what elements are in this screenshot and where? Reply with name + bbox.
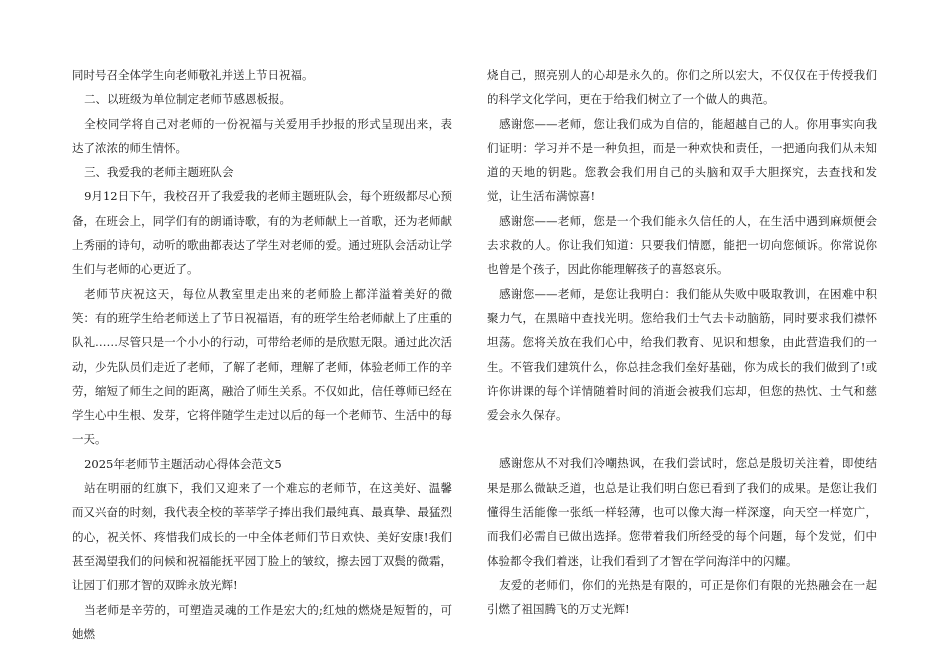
paragraph: 友爱的老师们，你们的光热是有限的，可正是你们有限的光热融会在一起引燃了祖国腾飞的万丈光辉! — [487, 577, 877, 617]
paragraph: 全校同学将自己对老师的一份祝福与关爱用手抄报的形式呈现出来，表达了浓浓的师生情怀。 — [72, 116, 452, 155]
paragraph: 三、我爱我的老师主题班队会 — [84, 165, 234, 180]
paragraph-gap — [487, 427, 877, 451]
right-text-column — [487, 63, 877, 622]
left-text-column — [72, 63, 452, 646]
paragraph: 感谢您——老师，是您让我明白：我们能从失败中吸取教训，在困难中积聚力气，在黑暗中查找光明。您给我们士气去卡动脑筋，同时要求我们襟怀坦荡。您将关放在我们心中，给我们教育、见识和想象，由此营造我们的一生。不管我们建筑什么，你总挂念我们垒好基础，你为成长的我们做到了!或许你讲课的每个详情随着时间的消逝会被我们忘却，但您的热忱、士气和慈爱会永久保存。 — [487, 286, 877, 423]
paragraph: 当老师是辛劳的，可塑造灵魂的工作是宏大的;红烛的燃烧是短暂的，可她燃 — [72, 602, 452, 641]
paragraph: 老师节庆祝这天，每位从教室里走出来的老师脸上都洋溢着美好的微笑：有的班学生给老师送上了节日祝福语，有的班学生给老师献上了庄重的队礼……尽管只是一个小小的行动，可带给老师的是欣慰无限。通过此次活动，少先队员们走近了老师，了解了老师，理解了老师，体验老师工作的辛劳，缩短了师生之间的距离，融洽了师生关系。不仅如此，信任尊师已经在学生心中生根、发芽，它将伴随学生走过以后的每一个老师节、生活中的每一天。 — [72, 286, 452, 447]
paragraph: 9月12日下午，我校召开了我爱我的老师主题班队会，每个班级都尽心预备，在班会上，同学们有的朗诵诗歌，有的为老师献上一首歌，还为老师献上秀丽的诗句，动听的歌曲都表达了学生对老师的爱。通过班队会活动让学生们与老师的心更近了。 — [72, 189, 452, 277]
paragraph: 烧自己，照亮别人的心却是永久的。你们之所以宏大，不仅仅在于传授我们的科学文化学问，更在于给我们树立了一个做人的典范。 — [487, 68, 877, 107]
paragraph: 感谢您——老师，您是一个我们能永久信任的人，在生活中遇到麻烦便会去求救的人。你让我们知道：只要我们情愿，能把一切向您倾诉。你常说你也曾是个孩子，因此你能理解孩子的喜怒哀乐。 — [487, 213, 877, 277]
paragraph: 2025年老师节主题活动心得体会范文5 — [84, 456, 282, 471]
paragraph: 感谢您——老师，您让我们成为自信的，能超越自己的人。你用事实向我们证明：学习并不是一种负担，而是一种欢快和责任，一把通向我们从未知道的天地的钥匙。您教会我们用自己的头脑和双手大胆探究，去查找和发觉，让生活布满惊喜! — [487, 116, 877, 204]
paragraph: 站在明丽的红旗下，我们又迎来了一个难忘的老师节，在这美好、温馨而又兴奋的时刻，我代表全校的莘莘学子捧出我们最纯真、最真挚、最猛烈的心，祝关怀、疼惜我们成长的一中全体老师们节日欢快、美好安康!我们甚至渴望我们的问候和祝福能抚平园丁脸上的皱纹，擦去园丁双鬓的微霜，让园丁们那才智的双眸永放光辉! — [72, 481, 452, 593]
paragraph: 同时号召全体学生向老师敬礼并送上节日祝福。 — [72, 68, 314, 82]
paragraph: 二、以班级为单位制定老师节感恩板报。 — [84, 92, 292, 107]
paragraph: 感谢您从不对我们冷嘲热讽，在我们尝试时，您总是殷切关注着，即使结果是那么微缺乏道，也总是让我们明白您已看到了我们的成果。是您让我们懂得生活能像一张纸一样轻薄，也可以像大海一样深邃，向天空一样宽广，而我们必需自已做出选择。您带着我们所经受的每个问题，每个发觉，们中体验都令我们着迷，让我们看到了才智在学问海洋中的闪耀。 — [487, 456, 877, 568]
